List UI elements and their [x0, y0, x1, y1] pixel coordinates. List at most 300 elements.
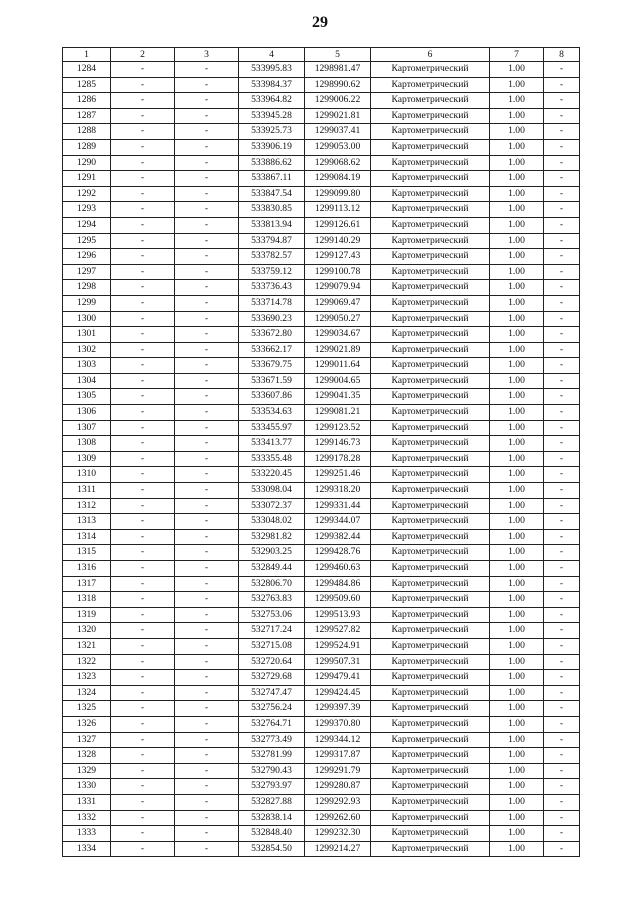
x-coordinate-cell: 532717.24: [239, 623, 305, 639]
x-coordinate-cell: 532838.14: [239, 810, 305, 826]
y-coordinate-cell: 1299370.80: [305, 716, 371, 732]
point-number-cell: 1312: [63, 498, 111, 514]
col-3-value-cell: -: [175, 311, 239, 327]
y-coordinate-cell: 1299262.60: [305, 810, 371, 826]
y-coordinate-cell: 1299021.89: [305, 342, 371, 358]
col-3-value-cell: -: [175, 654, 239, 670]
table-row: [63, 826, 580, 842]
col-3-value-cell: -: [175, 701, 239, 717]
point-number-cell: 1318: [63, 592, 111, 608]
point-number-cell: 1315: [63, 545, 111, 561]
col-2-value-cell: -: [111, 529, 175, 545]
col-8-value-cell: -: [544, 545, 580, 561]
y-coordinate-cell: 1299050.27: [305, 311, 371, 327]
col-2-value-cell: -: [111, 202, 175, 218]
col-8-value-cell: -: [544, 670, 580, 686]
table-row: [63, 108, 580, 124]
method-cell: Картометрический: [371, 638, 490, 654]
col-3-value-cell: -: [175, 436, 239, 452]
accuracy-cell: 1.00: [490, 358, 544, 374]
point-number-cell: 1309: [63, 451, 111, 467]
method-cell: Картометрический: [371, 654, 490, 670]
accuracy-cell: 1.00: [490, 623, 544, 639]
col-3-value-cell: -: [175, 763, 239, 779]
point-number-cell: 1323: [63, 670, 111, 686]
x-coordinate-cell: 533048.02: [239, 514, 305, 530]
col-2-value-cell: -: [111, 373, 175, 389]
col-3-value-cell: -: [175, 779, 239, 795]
table-row: [63, 155, 580, 171]
table-row: [63, 93, 580, 109]
method-cell: Картометрический: [371, 498, 490, 514]
col-3-value-cell: -: [175, 186, 239, 202]
table-row: [63, 607, 580, 623]
point-number-cell: 1331: [63, 794, 111, 810]
method-cell: Картометрический: [371, 748, 490, 764]
x-coordinate-cell: 533220.45: [239, 467, 305, 483]
method-cell: Картометрический: [371, 561, 490, 577]
col-8-value-cell: -: [544, 654, 580, 670]
method-cell: Картометрический: [371, 514, 490, 530]
point-number-cell: 1287: [63, 108, 111, 124]
table-row: [63, 498, 580, 514]
y-coordinate-cell: 1299232.30: [305, 826, 371, 842]
col-8-value-cell: -: [544, 62, 580, 78]
y-coordinate-cell: 1299318.20: [305, 483, 371, 499]
y-coordinate-cell: 1299344.12: [305, 732, 371, 748]
col-3-value-cell: -: [175, 202, 239, 218]
table-row: [63, 389, 580, 405]
table-row: [63, 685, 580, 701]
y-coordinate-cell: 1299034.67: [305, 327, 371, 343]
method-cell: Картометрический: [371, 436, 490, 452]
y-coordinate-cell: 1299424.45: [305, 685, 371, 701]
col-2-value-cell: -: [111, 217, 175, 233]
x-coordinate-cell: 533995.83: [239, 62, 305, 78]
method-cell: Картометрический: [371, 280, 490, 296]
table-row: [63, 171, 580, 187]
method-cell: Картометрический: [371, 249, 490, 265]
x-coordinate-cell: 532773.49: [239, 732, 305, 748]
column-header: 7: [490, 48, 544, 62]
x-coordinate-cell: 532729.68: [239, 670, 305, 686]
col-2-value-cell: -: [111, 186, 175, 202]
y-coordinate-cell: 1299011.64: [305, 358, 371, 374]
col-2-value-cell: -: [111, 779, 175, 795]
col-8-value-cell: -: [544, 358, 580, 374]
col-3-value-cell: -: [175, 826, 239, 842]
page-number: 29: [312, 14, 328, 31]
table-row: [63, 545, 580, 561]
col-8-value-cell: -: [544, 794, 580, 810]
col-2-value-cell: -: [111, 264, 175, 280]
y-coordinate-cell: 1299317.87: [305, 748, 371, 764]
point-number-cell: 1326: [63, 716, 111, 732]
y-coordinate-cell: 1299006.22: [305, 93, 371, 109]
table-row: [63, 670, 580, 686]
col-3-value-cell: -: [175, 638, 239, 654]
y-coordinate-cell: 1299113.12: [305, 202, 371, 218]
col-2-value-cell: -: [111, 124, 175, 140]
x-coordinate-cell: 533867.11: [239, 171, 305, 187]
col-2-value-cell: -: [111, 62, 175, 78]
point-number-cell: 1288: [63, 124, 111, 140]
table-row: [63, 311, 580, 327]
point-number-cell: 1294: [63, 217, 111, 233]
accuracy-cell: 1.00: [490, 654, 544, 670]
accuracy-cell: 1.00: [490, 139, 544, 155]
accuracy-cell: 1.00: [490, 405, 544, 421]
col-2-value-cell: -: [111, 171, 175, 187]
point-number-cell: 1297: [63, 264, 111, 280]
x-coordinate-cell: 533830.85: [239, 202, 305, 218]
col-2-value-cell: -: [111, 794, 175, 810]
accuracy-cell: 1.00: [490, 638, 544, 654]
column-header: 3: [175, 48, 239, 62]
accuracy-cell: 1.00: [490, 810, 544, 826]
method-cell: Картометрический: [371, 529, 490, 545]
method-cell: Картометрический: [371, 592, 490, 608]
table-row: [63, 701, 580, 717]
col-8-value-cell: -: [544, 342, 580, 358]
x-coordinate-cell: 532756.24: [239, 701, 305, 717]
method-cell: Картометрический: [371, 576, 490, 592]
method-cell: Картометрический: [371, 124, 490, 140]
y-coordinate-cell: 1299251.46: [305, 467, 371, 483]
col-8-value-cell: -: [544, 202, 580, 218]
table-row: [63, 623, 580, 639]
x-coordinate-cell: 532763.83: [239, 592, 305, 608]
col-8-value-cell: -: [544, 826, 580, 842]
y-coordinate-cell: 1299507.31: [305, 654, 371, 670]
column-header: 8: [544, 48, 580, 62]
col-3-value-cell: -: [175, 716, 239, 732]
col-3-value-cell: -: [175, 514, 239, 530]
col-3-value-cell: -: [175, 545, 239, 561]
y-coordinate-cell: 1299069.47: [305, 295, 371, 311]
point-number-cell: 1289: [63, 139, 111, 155]
col-2-value-cell: -: [111, 280, 175, 296]
col-8-value-cell: -: [544, 155, 580, 171]
col-2-value-cell: -: [111, 467, 175, 483]
point-number-cell: 1334: [63, 841, 111, 857]
y-coordinate-cell: 1299021.81: [305, 108, 371, 124]
accuracy-cell: 1.00: [490, 77, 544, 93]
col-8-value-cell: -: [544, 420, 580, 436]
method-cell: Картометрический: [371, 607, 490, 623]
col-2-value-cell: -: [111, 436, 175, 452]
accuracy-cell: 1.00: [490, 685, 544, 701]
method-cell: Картометрический: [371, 108, 490, 124]
y-coordinate-cell: 1299126.61: [305, 217, 371, 233]
y-coordinate-cell: 1299331.44: [305, 498, 371, 514]
x-coordinate-cell: 533736.43: [239, 280, 305, 296]
x-coordinate-cell: 533925.73: [239, 124, 305, 140]
y-coordinate-cell: 1299068.62: [305, 155, 371, 171]
method-cell: Картометрический: [371, 405, 490, 421]
accuracy-cell: 1.00: [490, 529, 544, 545]
col-2-value-cell: -: [111, 405, 175, 421]
col-3-value-cell: -: [175, 217, 239, 233]
y-coordinate-cell: 1299479.41: [305, 670, 371, 686]
col-8-value-cell: -: [544, 467, 580, 483]
accuracy-cell: 1.00: [490, 451, 544, 467]
x-coordinate-cell: 532903.25: [239, 545, 305, 561]
table-row: [63, 763, 580, 779]
point-number-cell: 1310: [63, 467, 111, 483]
point-number-cell: 1327: [63, 732, 111, 748]
method-cell: Картометрический: [371, 233, 490, 249]
col-2-value-cell: -: [111, 576, 175, 592]
method-cell: Картометрический: [371, 779, 490, 795]
accuracy-cell: 1.00: [490, 732, 544, 748]
x-coordinate-cell: 532715.08: [239, 638, 305, 654]
table-row: [63, 327, 580, 343]
col-3-value-cell: -: [175, 794, 239, 810]
y-coordinate-cell: 1299513.93: [305, 607, 371, 623]
column-header: 5: [305, 48, 371, 62]
y-coordinate-cell: 1299428.76: [305, 545, 371, 561]
col-3-value-cell: -: [175, 561, 239, 577]
col-2-value-cell: -: [111, 389, 175, 405]
x-coordinate-cell: 532793.97: [239, 779, 305, 795]
col-2-value-cell: -: [111, 623, 175, 639]
col-2-value-cell: -: [111, 358, 175, 374]
x-coordinate-cell: 533455.97: [239, 420, 305, 436]
col-2-value-cell: -: [111, 155, 175, 171]
table-header-row: [63, 48, 580, 62]
col-2-value-cell: -: [111, 592, 175, 608]
y-coordinate-cell: 1299527.82: [305, 623, 371, 639]
method-cell: Картометрический: [371, 701, 490, 717]
x-coordinate-cell: 533413.77: [239, 436, 305, 452]
table-row: [63, 732, 580, 748]
x-coordinate-cell: 532790.43: [239, 763, 305, 779]
y-coordinate-cell: 1299484.86: [305, 576, 371, 592]
col-2-value-cell: -: [111, 810, 175, 826]
method-cell: Картометрический: [371, 342, 490, 358]
method-cell: Картометрический: [371, 670, 490, 686]
table-row: [63, 249, 580, 265]
point-number-cell: 1307: [63, 420, 111, 436]
accuracy-cell: 1.00: [490, 62, 544, 78]
accuracy-cell: 1.00: [490, 607, 544, 623]
x-coordinate-cell: 533671.59: [239, 373, 305, 389]
accuracy-cell: 1.00: [490, 124, 544, 140]
col-8-value-cell: -: [544, 607, 580, 623]
col-8-value-cell: -: [544, 139, 580, 155]
y-coordinate-cell: 1299084.19: [305, 171, 371, 187]
accuracy-cell: 1.00: [490, 716, 544, 732]
point-number-cell: 1299: [63, 295, 111, 311]
col-3-value-cell: -: [175, 280, 239, 296]
col-3-value-cell: -: [175, 732, 239, 748]
col-8-value-cell: -: [544, 638, 580, 654]
table-row: [63, 841, 580, 857]
table-row: [63, 436, 580, 452]
method-cell: Картометрический: [371, 685, 490, 701]
table-row: [63, 467, 580, 483]
x-coordinate-cell: 533984.37: [239, 77, 305, 93]
col-3-value-cell: -: [175, 77, 239, 93]
y-coordinate-cell: 1299041.35: [305, 389, 371, 405]
table-row: [63, 716, 580, 732]
col-8-value-cell: -: [544, 748, 580, 764]
col-8-value-cell: -: [544, 483, 580, 499]
y-coordinate-cell: 1299099.80: [305, 186, 371, 202]
y-coordinate-cell: 1299123.52: [305, 420, 371, 436]
table-row: [63, 514, 580, 530]
col-8-value-cell: -: [544, 77, 580, 93]
accuracy-cell: 1.00: [490, 93, 544, 109]
table-row: [63, 342, 580, 358]
point-number-cell: 1320: [63, 623, 111, 639]
x-coordinate-cell: 532854.50: [239, 841, 305, 857]
accuracy-cell: 1.00: [490, 108, 544, 124]
method-cell: Картометрический: [371, 327, 490, 343]
col-3-value-cell: -: [175, 108, 239, 124]
method-cell: Картометрический: [371, 77, 490, 93]
accuracy-cell: 1.00: [490, 436, 544, 452]
column-header: 1: [63, 48, 111, 62]
accuracy-cell: 1.00: [490, 280, 544, 296]
table-row: [63, 638, 580, 654]
point-number-cell: 1292: [63, 186, 111, 202]
accuracy-cell: 1.00: [490, 576, 544, 592]
x-coordinate-cell: 533714.78: [239, 295, 305, 311]
method-cell: Картометрический: [371, 623, 490, 639]
point-number-cell: 1291: [63, 171, 111, 187]
col-2-value-cell: -: [111, 295, 175, 311]
accuracy-cell: 1.00: [490, 498, 544, 514]
col-8-value-cell: -: [544, 108, 580, 124]
col-8-value-cell: -: [544, 373, 580, 389]
point-number-cell: 1304: [63, 373, 111, 389]
col-8-value-cell: -: [544, 186, 580, 202]
accuracy-cell: 1.00: [490, 561, 544, 577]
method-cell: Картометрический: [371, 763, 490, 779]
col-2-value-cell: -: [111, 607, 175, 623]
table-body: [63, 62, 580, 857]
col-8-value-cell: -: [544, 763, 580, 779]
accuracy-cell: 1.00: [490, 295, 544, 311]
point-number-cell: 1303: [63, 358, 111, 374]
x-coordinate-cell: 532720.64: [239, 654, 305, 670]
point-number-cell: 1284: [63, 62, 111, 78]
col-2-value-cell: -: [111, 716, 175, 732]
x-coordinate-cell: 533098.04: [239, 483, 305, 499]
point-number-cell: 1333: [63, 826, 111, 842]
x-coordinate-cell: 532827.88: [239, 794, 305, 810]
col-2-value-cell: -: [111, 311, 175, 327]
col-2-value-cell: -: [111, 139, 175, 155]
x-coordinate-cell: 532806.70: [239, 576, 305, 592]
point-number-cell: 1298: [63, 280, 111, 296]
method-cell: Картометрический: [371, 171, 490, 187]
point-number-cell: 1314: [63, 529, 111, 545]
table-row: [63, 264, 580, 280]
table-row: [63, 576, 580, 592]
x-coordinate-cell: 533945.28: [239, 108, 305, 124]
method-cell: Картометрический: [371, 716, 490, 732]
x-coordinate-cell: 533672.80: [239, 327, 305, 343]
col-8-value-cell: -: [544, 810, 580, 826]
table-row: [63, 794, 580, 810]
accuracy-cell: 1.00: [490, 467, 544, 483]
col-3-value-cell: -: [175, 139, 239, 155]
accuracy-cell: 1.00: [490, 249, 544, 265]
table-row: [63, 654, 580, 670]
col-8-value-cell: -: [544, 498, 580, 514]
x-coordinate-cell: 533662.17: [239, 342, 305, 358]
col-2-value-cell: -: [111, 732, 175, 748]
table-row: [63, 561, 580, 577]
y-coordinate-cell: 1299344.07: [305, 514, 371, 530]
col-3-value-cell: -: [175, 171, 239, 187]
col-8-value-cell: -: [544, 561, 580, 577]
method-cell: Картометрический: [371, 841, 490, 857]
col-8-value-cell: -: [544, 93, 580, 109]
x-coordinate-cell: 533782.57: [239, 249, 305, 265]
point-number-cell: 1286: [63, 93, 111, 109]
point-number-cell: 1308: [63, 436, 111, 452]
point-number-cell: 1319: [63, 607, 111, 623]
y-coordinate-cell: 1299397.39: [305, 701, 371, 717]
col-2-value-cell: -: [111, 670, 175, 686]
y-coordinate-cell: 1299178.28: [305, 451, 371, 467]
y-coordinate-cell: 1299509.60: [305, 592, 371, 608]
method-cell: Картометрический: [371, 155, 490, 171]
col-8-value-cell: -: [544, 264, 580, 280]
col-3-value-cell: -: [175, 576, 239, 592]
col-3-value-cell: -: [175, 373, 239, 389]
col-3-value-cell: -: [175, 498, 239, 514]
accuracy-cell: 1.00: [490, 483, 544, 499]
accuracy-cell: 1.00: [490, 373, 544, 389]
method-cell: Картометрический: [371, 420, 490, 436]
method-cell: Картометрический: [371, 295, 490, 311]
col-3-value-cell: -: [175, 670, 239, 686]
method-cell: Картометрический: [371, 186, 490, 202]
accuracy-cell: 1.00: [490, 311, 544, 327]
accuracy-cell: 1.00: [490, 794, 544, 810]
col-2-value-cell: -: [111, 420, 175, 436]
col-8-value-cell: -: [544, 405, 580, 421]
col-8-value-cell: -: [544, 592, 580, 608]
point-number-cell: 1330: [63, 779, 111, 795]
y-coordinate-cell: 1299524.91: [305, 638, 371, 654]
point-number-cell: 1321: [63, 638, 111, 654]
x-coordinate-cell: 532981.82: [239, 529, 305, 545]
point-number-cell: 1322: [63, 654, 111, 670]
x-coordinate-cell: 533690.23: [239, 311, 305, 327]
col-8-value-cell: -: [544, 451, 580, 467]
col-3-value-cell: -: [175, 810, 239, 826]
col-8-value-cell: -: [544, 124, 580, 140]
col-8-value-cell: -: [544, 576, 580, 592]
point-number-cell: 1313: [63, 514, 111, 530]
accuracy-cell: 1.00: [490, 701, 544, 717]
table-row: [63, 62, 580, 78]
accuracy-cell: 1.00: [490, 779, 544, 795]
col-2-value-cell: -: [111, 701, 175, 717]
accuracy-cell: 1.00: [490, 670, 544, 686]
y-coordinate-cell: 1299004.65: [305, 373, 371, 389]
table-row: [63, 748, 580, 764]
col-8-value-cell: -: [544, 514, 580, 530]
col-3-value-cell: -: [175, 155, 239, 171]
table-row: [63, 139, 580, 155]
